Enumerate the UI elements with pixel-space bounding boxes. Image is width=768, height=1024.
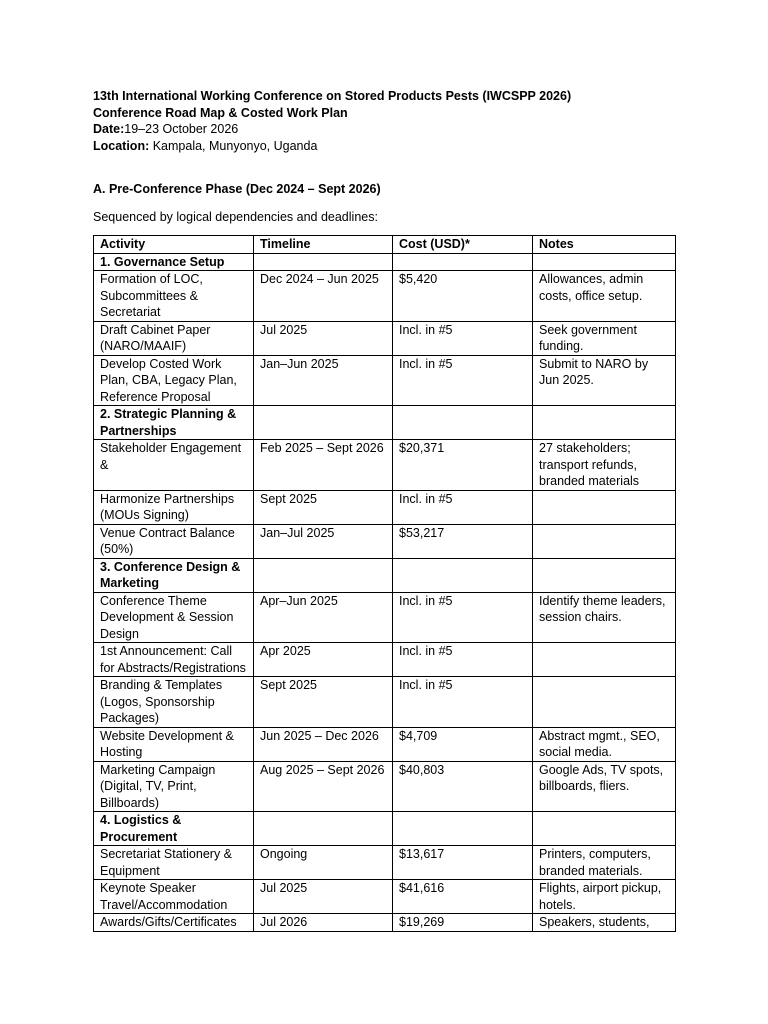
cell-notes: Speakers, students, [533, 914, 676, 932]
location-value: Kampala, Munyonyo, Uganda [149, 138, 318, 153]
cell-cost: Incl. in #5 [393, 490, 533, 524]
cell-cost: $13,617 [393, 846, 533, 880]
cell-timeline [254, 406, 393, 440]
cell-activity: Branding & Templates (Logos, Sponsorship Packages) [94, 677, 254, 728]
cell-notes: Submit to NARO by Jun 2025. [533, 355, 676, 406]
cell-notes: Google Ads, TV spots, billboards, fliers. [533, 761, 676, 812]
table-group-row [94, 406, 676, 440]
cell-cost: $19,269 [393, 914, 533, 932]
table-row [94, 592, 676, 643]
table-row [94, 914, 676, 932]
cell-notes [533, 558, 676, 592]
cell-timeline: Apr–Jun 2025 [254, 592, 393, 643]
table-row [94, 524, 676, 558]
cell-notes: Printers, computers, branded materials. [533, 846, 676, 880]
table-group-row [94, 253, 676, 271]
cell-activity: 1st Announcement: Call for Abstracts/Registrations [94, 643, 254, 677]
cell-timeline: Feb 2025 – Sept 2026 [254, 440, 393, 491]
table-group-row [94, 558, 676, 592]
cell-notes: Identify theme leaders, session chairs. [533, 592, 676, 643]
cell-cost [393, 812, 533, 846]
cell-timeline: Jun 2025 – Dec 2026 [254, 727, 393, 761]
cell-timeline: Jul 2025 [254, 880, 393, 914]
cell-activity: Website Development & Hosting [94, 727, 254, 761]
cell-timeline: Dec 2024 – Jun 2025 [254, 271, 393, 322]
cell-activity: 3. Conference Design & Marketing [94, 558, 254, 592]
work-plan-table [93, 235, 676, 932]
cell-cost: Incl. in #5 [393, 321, 533, 355]
cell-activity: Develop Costed Work Plan, CBA, Legacy Plan, Reference Proposal [94, 355, 254, 406]
cell-cost [393, 558, 533, 592]
cell-cost: $4,709 [393, 727, 533, 761]
cell-cost: Incl. in #5 [393, 592, 533, 643]
cell-activity: Harmonize Partnerships (MOUs Signing) [94, 490, 254, 524]
table-row [94, 643, 676, 677]
cell-activity: 4. Logistics & Procurement [94, 812, 254, 846]
cell-activity: Keynote Speaker Travel/Accommodation [94, 880, 254, 914]
column-header-cost: Cost (USD)* [393, 236, 533, 254]
table-row [94, 761, 676, 812]
cell-timeline [254, 253, 393, 271]
location-line [93, 138, 683, 155]
cell-notes [533, 677, 676, 728]
cell-cost: Incl. in #5 [393, 643, 533, 677]
table-group-row [94, 812, 676, 846]
cell-cost: Incl. in #5 [393, 355, 533, 406]
cell-cost: $20,371 [393, 440, 533, 491]
table-row [94, 677, 676, 728]
table-row [94, 490, 676, 524]
cell-timeline: Jan–Jul 2025 [254, 524, 393, 558]
cell-cost: $53,217 [393, 524, 533, 558]
column-header-timeline: Timeline [254, 236, 393, 254]
section-intro: Sequenced by logical dependencies and deadlines: [93, 209, 378, 224]
table-row [94, 846, 676, 880]
cell-timeline: Jul 2025 [254, 321, 393, 355]
section-heading: A. Pre-Conference Phase (Dec 2024 – Sept 2026) [93, 182, 381, 196]
cell-activity: Awards/Gifts/Certificates [94, 914, 254, 932]
cell-timeline: Sept 2025 [254, 677, 393, 728]
date-line [93, 121, 683, 138]
cell-timeline [254, 558, 393, 592]
date-label: Date: [93, 122, 125, 136]
table-row [94, 880, 676, 914]
table-header-row [94, 236, 676, 254]
cell-activity: Secretariat Stationery & Equipment [94, 846, 254, 880]
cell-cost: $5,420 [393, 271, 533, 322]
document-subtitle: Conference Road Map & Costed Work Plan [93, 105, 348, 120]
date-value: 19–23 October 2026 [124, 122, 239, 136]
cell-timeline: Jan–Jun 2025 [254, 355, 393, 406]
cell-notes [533, 643, 676, 677]
cell-activity: Conference Theme Development & Session Design [94, 592, 254, 643]
conference-title: 13th International Working Conference on Stored Products Pests (IWCSPP 2026) [93, 89, 572, 103]
location-label: Location: [93, 138, 150, 153]
table-row [94, 727, 676, 761]
cell-timeline: Jul 2026 [254, 914, 393, 932]
cell-timeline: Ongoing [254, 846, 393, 880]
cell-timeline: Apr 2025 [254, 643, 393, 677]
cell-notes: Flights, airport pickup, hotels. [533, 880, 676, 914]
cell-timeline: Sept 2025 [254, 490, 393, 524]
cell-cost [393, 253, 533, 271]
cell-activity: Formation of LOC, Subcommittees & Secretariat [94, 271, 254, 322]
column-header-notes: Notes [533, 236, 676, 254]
cell-notes [533, 253, 676, 271]
cell-notes [533, 490, 676, 524]
table-row [94, 321, 676, 355]
cell-activity: Draft Cabinet Paper (NARO/MAAIF) [94, 321, 254, 355]
table-row [94, 355, 676, 406]
cell-activity: Venue Contract Balance (50%) [94, 524, 254, 558]
cell-notes [533, 812, 676, 846]
cell-notes: 27 stakeholders; transport refunds, branded materials [533, 440, 676, 491]
table-row [94, 271, 676, 322]
cell-cost [393, 406, 533, 440]
cell-notes [533, 406, 676, 440]
cell-activity: 2. Strategic Planning & Partnerships [94, 406, 254, 440]
cell-activity: Marketing Campaign (Digital, TV, Print, Billboards) [94, 761, 254, 812]
cell-notes: Allowances, admin costs, office setup. [533, 271, 676, 322]
cell-activity: Stakeholder Engagement & [94, 440, 254, 491]
cell-timeline [254, 812, 393, 846]
table-row [94, 440, 676, 491]
cell-cost: $41,616 [393, 880, 533, 914]
cell-notes: Abstract mgmt., SEO, social media. [533, 727, 676, 761]
cell-cost: $40,803 [393, 761, 533, 812]
column-header-activity: Activity [94, 236, 254, 254]
cell-timeline: Aug 2025 – Sept 2026 [254, 761, 393, 812]
cell-notes: Seek government funding. [533, 321, 676, 355]
cell-notes [533, 524, 676, 558]
document-page [93, 88, 683, 932]
cell-activity: 1. Governance Setup [94, 253, 254, 271]
cell-cost: Incl. in #5 [393, 677, 533, 728]
